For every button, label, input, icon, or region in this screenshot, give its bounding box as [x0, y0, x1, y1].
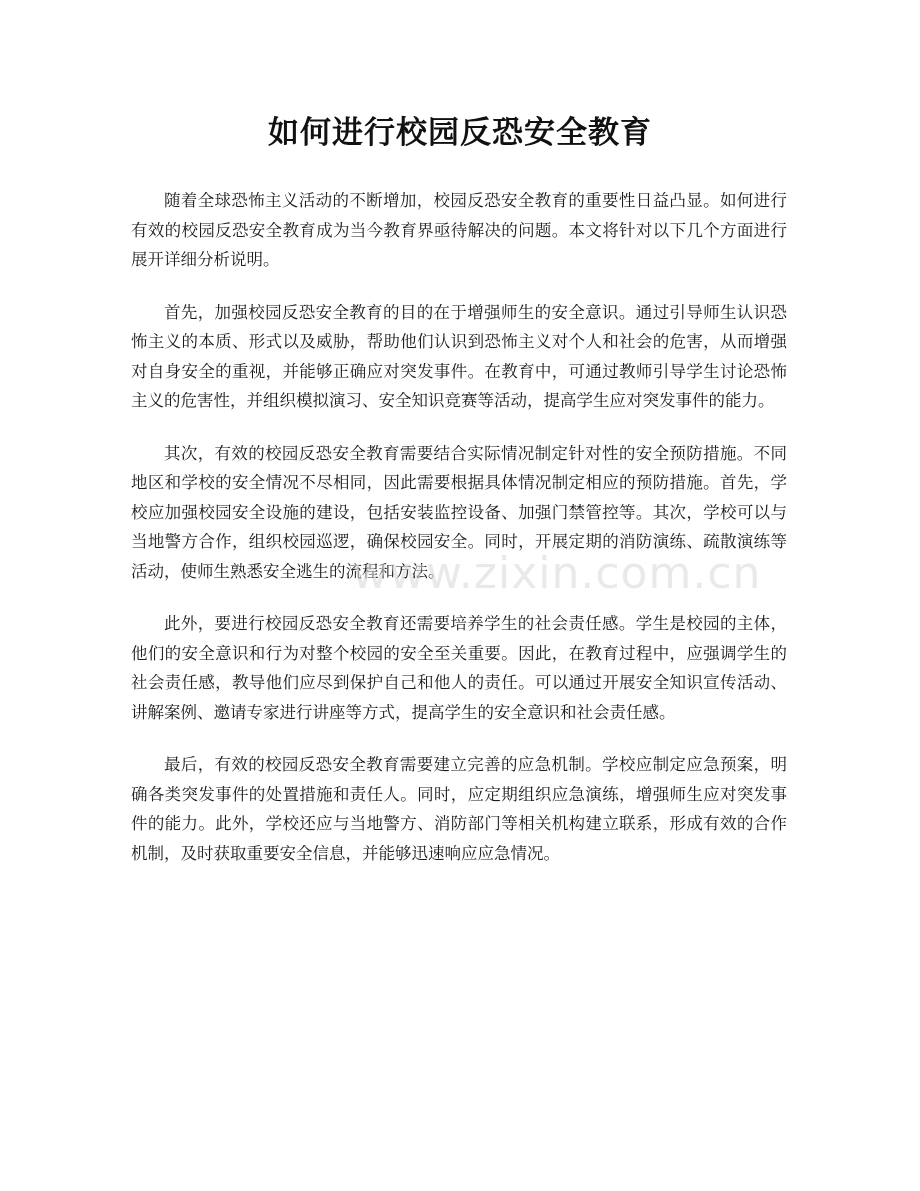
paragraph-third: 此外，要进行校园反恐安全教育还需要培养学生的社会责任感。学生是校园的主体，他们的安全意识和行为对整个校园的安全至关重要。因此，在教育过程中，应强调学生的社会责任感，教导他们应尽到保护自己和他人的责任。可以通过开展安全知识宣传活动、讲解案例、邀请专家进行讲座等方式，提高学生的安全意识和社会责任感。 — [131, 614, 787, 722]
paragraph-intro: 随着全球恐怖主义活动的不断增加，校园反恐安全教育的重要性日益凸显。如何进行有效的校园反恐安全教育成为当今教育界亟待解决的问题。本文将针对以下几个方面进行展开详细分析说明。 — [131, 191, 787, 269]
document-title: 如何进行校园反恐安全教育 — [268, 115, 652, 151]
paragraph-second: 其次，有效的校园反恐安全教育需要结合实际情况制定针对性的安全预防措施。不同地区和学校的安全情况不尽相同，因此需要根据具体情况制定相应的预防措施。首先，学校应加强校园安全设施的建设，包括安装监控设备、加强门禁管控等。其次，学校可以与当地警方合作，组织校园巡逻，确保校园安全。同时，开展定期的消防演练、疏散演练等活动，使师生熟悉安全逃生的流程和方法。 — [131, 443, 787, 581]
paragraph-last: 最后，有效的校园反恐安全教育需要建立完善的应急机制。学校应制定应急预案，明确各类突发事件的处置措施和责任人。同时，应定期组织应急演练，增强师生应对突发事件的能力。此外，学校还应与当地警方、消防部门等相关机构建立联系，形成有效的合作机制，及时获取重要安全信息，并能够迅速响应应急情况。 — [131, 755, 787, 863]
document-body — [131, 186, 787, 891]
watermark: www.zixin.com.cn — [352, 548, 762, 599]
paragraph-first: 首先，加强校园反恐安全教育的目的在于增强师生的安全意识。通过引导师生认识恐怖主义的本质、形式以及威胁，帮助他们认识到恐怖主义对个人和社会的危害，从而增强对自身安全的重视，并能够正确应对突发事件。在教育中，可通过教师引导学生讨论恐怖主义的危害性，并组织模拟演习、安全知识竞赛等活动，提高学生应对突发事件的能力。 — [131, 302, 787, 410]
